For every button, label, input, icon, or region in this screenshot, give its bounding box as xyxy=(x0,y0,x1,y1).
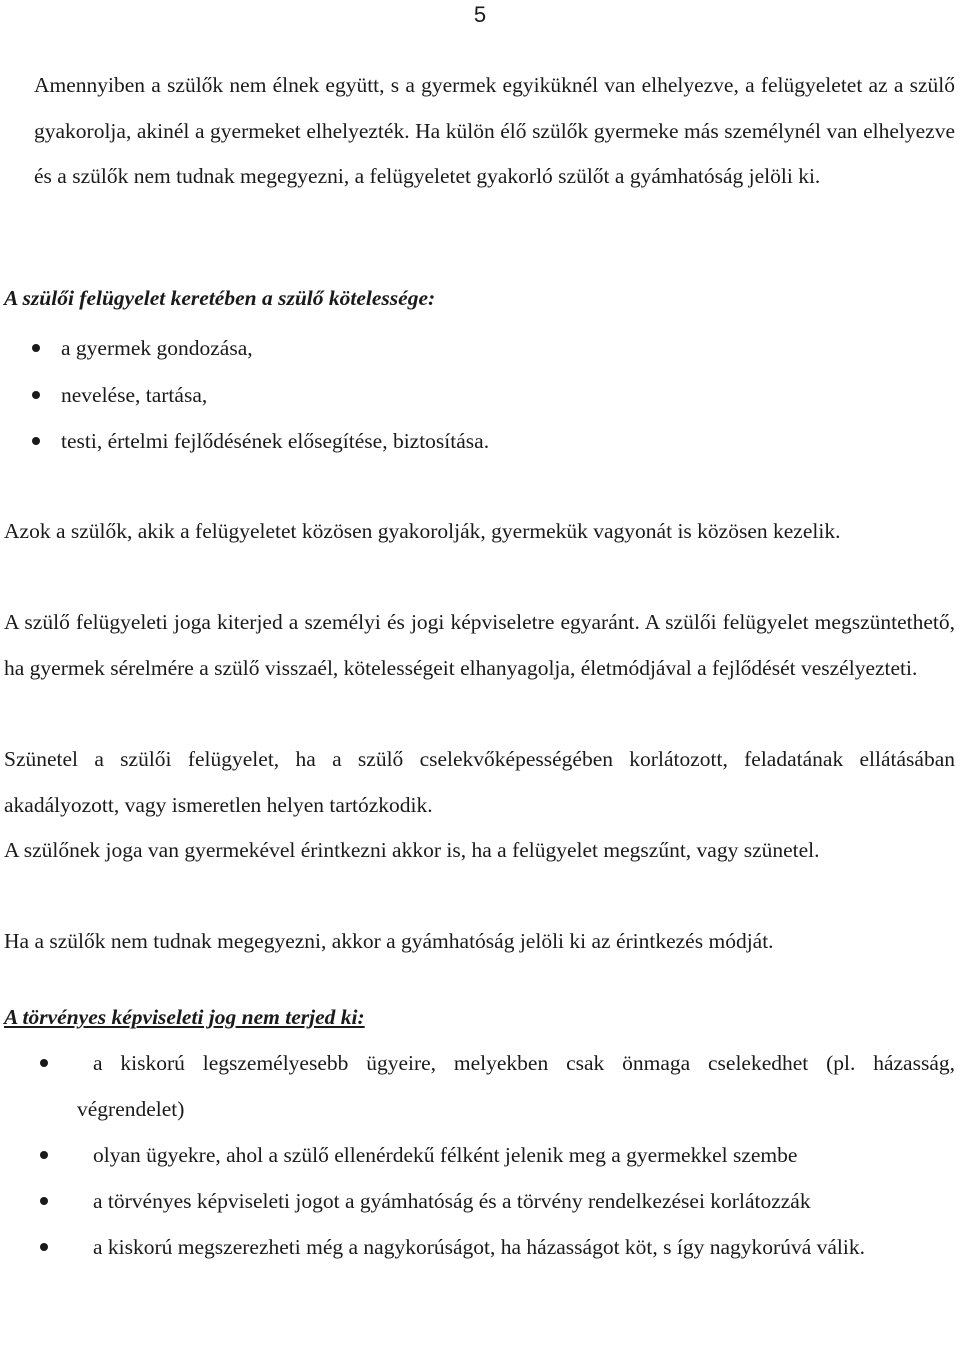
bullet-icon xyxy=(32,437,40,445)
list-item xyxy=(0,325,489,372)
paragraph-supervision-scope: A szülő felügyeleti joga kiterjed a személyi és jogi képviseletre egyaránt. A szülői felügyelet megszüntethető, ha gyermek sérelmére a szülő visszaél, kötelességeit elhanyagolja, életmódjával a fejlődését veszélyezteti. xyxy=(4,610,955,680)
parental-duties-list xyxy=(0,325,489,465)
heading-parental-duties: A szülői felügyelet keretében a szülő kötelessége: xyxy=(4,286,436,310)
list-item xyxy=(0,1040,955,1132)
bullet-icon xyxy=(40,1151,48,1159)
representation-exceptions-list xyxy=(0,1040,955,1270)
paragraph-joint-property: Azok a szülők, akik a felügyeletet közösen gyakorolják, gyermekük vagyonát is közösen kezelik. xyxy=(4,519,841,543)
heading-legal-representation: A törvényes képviseleti jog nem terjed ki: xyxy=(4,1005,365,1029)
bullet-icon xyxy=(40,1197,48,1205)
bullet-icon xyxy=(32,391,40,399)
bullet-icon xyxy=(32,344,40,352)
list-item xyxy=(0,1224,955,1270)
list-item xyxy=(0,1132,955,1178)
list-item xyxy=(0,418,489,465)
paragraph-custody-placement: Amennyiben a szülők nem élnek együtt, s a gyermek egyiküknél van elhelyezve, a felügyeletet az a szülő gyakorolja, akinél a gyermeket elhelyezték. Ha külön élő szülők gyermeke más személynél van elhelyezve és a szülők nem tudnak megegyezni, a felügyeletet gyakorló szülőt a gyámhatóság jelöli ki. xyxy=(34,73,955,188)
paragraph-contact-right: A szülőnek joga van gyermekével érintkezni akkor is, ha a felügyelet megszűnt, vagy szünetel. xyxy=(4,838,820,862)
list-item-text: olyan ügyekre, ahol a szülő ellenérdekű félként jelenik meg a gyermekkel szembe xyxy=(93,1143,798,1167)
list-item-text: a kiskorú legszemélyesebb ügyeire, melyekben csak önmaga cselekedhet (pl. házasság, végrendelet) xyxy=(77,1051,955,1121)
page-number: 5 xyxy=(473,2,487,27)
paragraph-contact-method: Ha a szülők nem tudnak megegyezni, akkor a gyámhatóság jelöli ki az érintkezés módját. xyxy=(4,929,774,953)
list-item-text: a törvényes képviseleti jogot a gyámhatóság és a törvény rendelkezései korlátozzák xyxy=(93,1189,811,1213)
list-item xyxy=(0,1178,955,1224)
bullet-icon xyxy=(40,1243,48,1251)
list-item-text: a gyermek gondozása, xyxy=(61,336,253,360)
list-item xyxy=(0,372,489,419)
bullet-icon xyxy=(40,1059,48,1067)
list-item-text: testi, értelmi fejlődésének elősegítése, biztosítása. xyxy=(61,429,490,453)
paragraph-suspension: Szünetel a szülői felügyelet, ha a szülő cselekvőképességében korlátozott, feladatának ellátásában akadályozott, vagy ismeretlen helyen tartózkodik. xyxy=(4,747,955,817)
list-item-text: nevelése, tartása, xyxy=(61,382,208,407)
list-item-text: a kiskorú megszerezheti még a nagykorúságot, ha házasságot köt, s így nagykorúvá válik. xyxy=(93,1235,865,1259)
